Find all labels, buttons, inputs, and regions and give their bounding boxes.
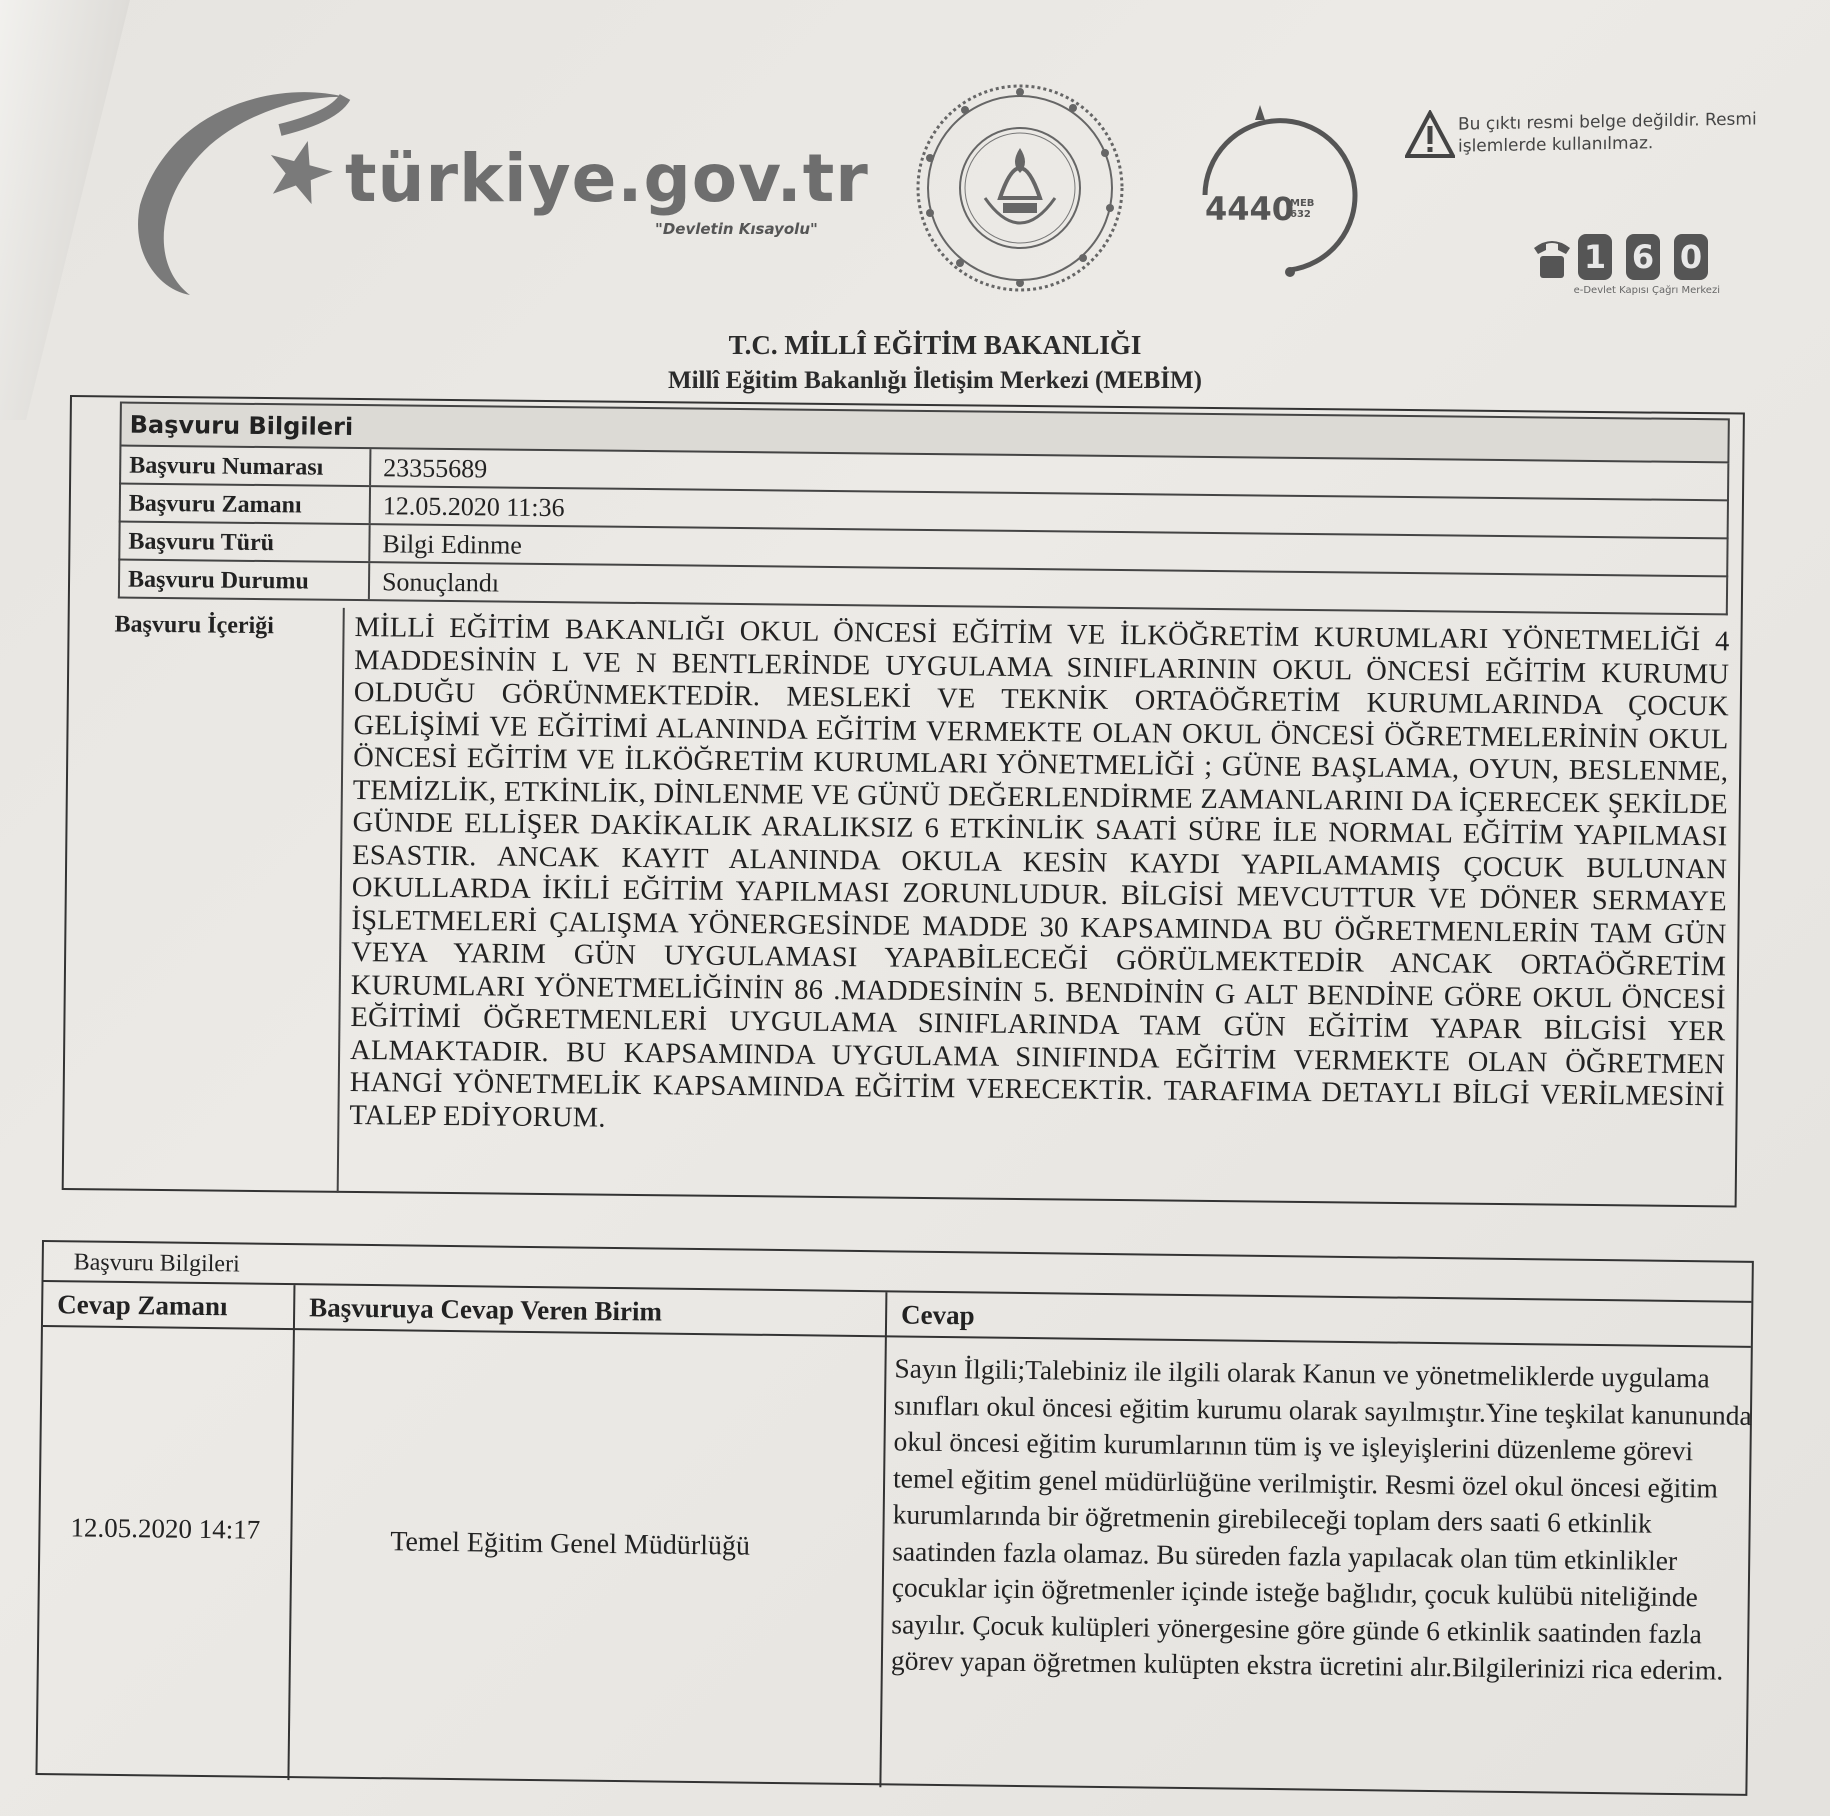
hotline-number: 4440 <box>1205 190 1295 228</box>
column-header: Başvuruya Cevap Veren Birim <box>309 1292 663 1327</box>
row-label: Başvuru Zamanı <box>121 485 371 524</box>
application-section-title: Başvuru Bilgileri <box>119 402 1729 464</box>
content-label: Başvuru İçeriği <box>64 605 345 1193</box>
application-table <box>62 395 1745 1207</box>
response-answer: Sayın İlgili;Talebiniz ile ilgili olarak Kanun ve yönetmeliklerde uygulama sınıfları okul öncesi eğitim kurumu olarak sayılmıştır.Yine teşkilat kanununda okul öncesi eğitim kurumlarının tüm iş ve işleyişlerini düzenleme görevi temel eğitim genel müdürlüğüne verilmiştir. Resmi özel okul öncesi eğitim kurumlarında bir öğretmenin girebileceği toplam ders saati 6 etkinlik saatinden fazla olamaz. Bu süreden fazla yapılacak olan tüm etkinlikler çocuklar için öğretmenler içinde isteğe bağlıdır, çocuk kulübü niteliğinde sayılır. Çocuk kulüpleri yönergesine göre günde 6 etkinlik saatinden fazla görev yapan öğretmen kulüpten ekstra ücretini alır.Bilgilerinizi rica ederim. <box>890 1352 1752 1686</box>
column-divider <box>287 1285 295 1780</box>
application-content: MİLLİ EĞİTİM BAKANLIĞI OKUL ÖNCESİ EĞİTİM VE İLKÖĞRETİM KURUMLARI YÖNETMELİĞİ 4 MADDESİNİN L VE N BENTLERİNDE UYGULAMA SINIFLARININ OKUL ÖNCESİ EĞİTİM KURUMU OLDUĞU GÖRÜNMEKTEDİR. MESLEKİ VE TEKNİK ORTAÖĞRETİM KURUMLARINDA ÇOCUK GELİŞİMİ VE EĞİTİMİ ALANINDA EĞİTİM VERMEKTE OLAN OKUL ÖNCESİ ÖĞRETMELERİNİN OKUL ÖNCESİ EĞİTİM VE İLKÖĞRETİM KURUMLARI YÖNETMELİĞİ ; GÜNE BAŞLAMA, OYUN, BESLENME, TEMİZLİK, ETKİNLİK, DİNLENME VE GÜNÜ DEĞERLENDİRME ZAMANLARINI DA İÇERECEK ŞEKİLDE GÜNDE ELLİŞER DAKİKALIK ARALIKSIZ 6 ETKİNLİK SAATİ SÜRE İLE NORMAL EĞİTİM YAPILMASI ESASTIR. ANCAK KAYIT ALANINDA OKULA KESİN KAYDI YAPILAMAMIŞ ÇOCUK BULUNAN OKULLARDA İKİLİ EĞİTİM YAPILMASI ZORUNLUDUR. BİLGİSİ MEVCUTTUR VE DÖNER SERMAYE İŞLETMELERİ ÇALIŞMA YÖNERGESİNDE MADDE 30 KAPSAMINDA BU ÖĞRETMENLERİN TAM GÜN VEYA YARIM GÜN UYGULAMASI YAPABİLECEĞİ GÖRÜLMEKTEDİR ANCAK ORTAÖĞRETİM KURUMLARI YÖNETMELİĞİNİN 86 .MADDESİNİN 5. BENDİNİN G ALT BENDİNE GÖRE OKUL ÖNCESİ EĞİTİMİ ÖĞRETMENLERİ UYGULAMA SINIFLARINDA TAM GÜN EĞİTİM YAPAR BİLGİSİ YER ALMAKTADIR. BU KAPSAMINDA UYGULAMA SINIFINDA EĞİTİM VERMEKTE OLAN ÖĞRETMEN HANGİ YÖNETMELİK KAPSAMINDA EĞİTİM VERECEKTİR. TARAFIMA DETAYLI BİLGİ VERİLMESİNİ TALEP EDİYORUM. <box>349 611 1730 1134</box>
response-unit: Temel Eğitim Genel Müdürlüğü <box>390 1526 751 1562</box>
warning-triangle-icon <box>1405 110 1455 160</box>
turkiye-gov-logo <box>130 85 869 315</box>
row-value: 23355689 <box>383 453 488 484</box>
column-header: Cevap Zamanı <box>57 1289 228 1322</box>
ministry-title: T.C. MİLLÎ EĞİTİM BAKANLIĞI <box>728 330 1142 360</box>
row-value: Bilgi Edinme <box>382 529 522 560</box>
row-value: Sonuçlandı <box>381 567 500 598</box>
hotline-sub: MEB 632 <box>1290 198 1315 220</box>
response-table <box>35 1240 1753 1796</box>
row-label: Başvuru Türü <box>120 523 370 562</box>
phone-digit: 0 <box>1674 234 1708 280</box>
phone-digit: 6 <box>1626 234 1660 280</box>
row-label: Başvuru Numarası <box>121 447 371 486</box>
meb-seal-icon <box>905 78 1135 298</box>
phone-digit: 1 <box>1578 234 1612 280</box>
telephone-icon <box>1530 232 1574 282</box>
warning-text: Bu çıktı resmi belge değildir. Resmi işlemlerde kullanılmaz. <box>1458 109 1757 157</box>
column-header: Cevap <box>900 1299 975 1331</box>
phone-160-badge <box>1530 230 1720 305</box>
row-label: Başvuru Durumu <box>120 561 370 600</box>
logo-text: türkiye.gov.tr <box>345 140 869 217</box>
row-value: 12.05.2020 11:36 <box>382 491 565 523</box>
response-section-title: Başvuru Bilgileri <box>43 1242 1751 1303</box>
response-time: 12.05.2020 14:17 <box>70 1512 261 1545</box>
phone-sub: e-Devlet Kapısı Çağrı Merkezi <box>1573 285 1720 296</box>
column-divider <box>879 1292 887 1787</box>
center-title: Millî Eğitim Bakanlığı İletişim Merkezi (MEBİM) <box>668 367 1202 394</box>
logo-slogan: "Devletin Kısayolu" <box>655 220 818 238</box>
